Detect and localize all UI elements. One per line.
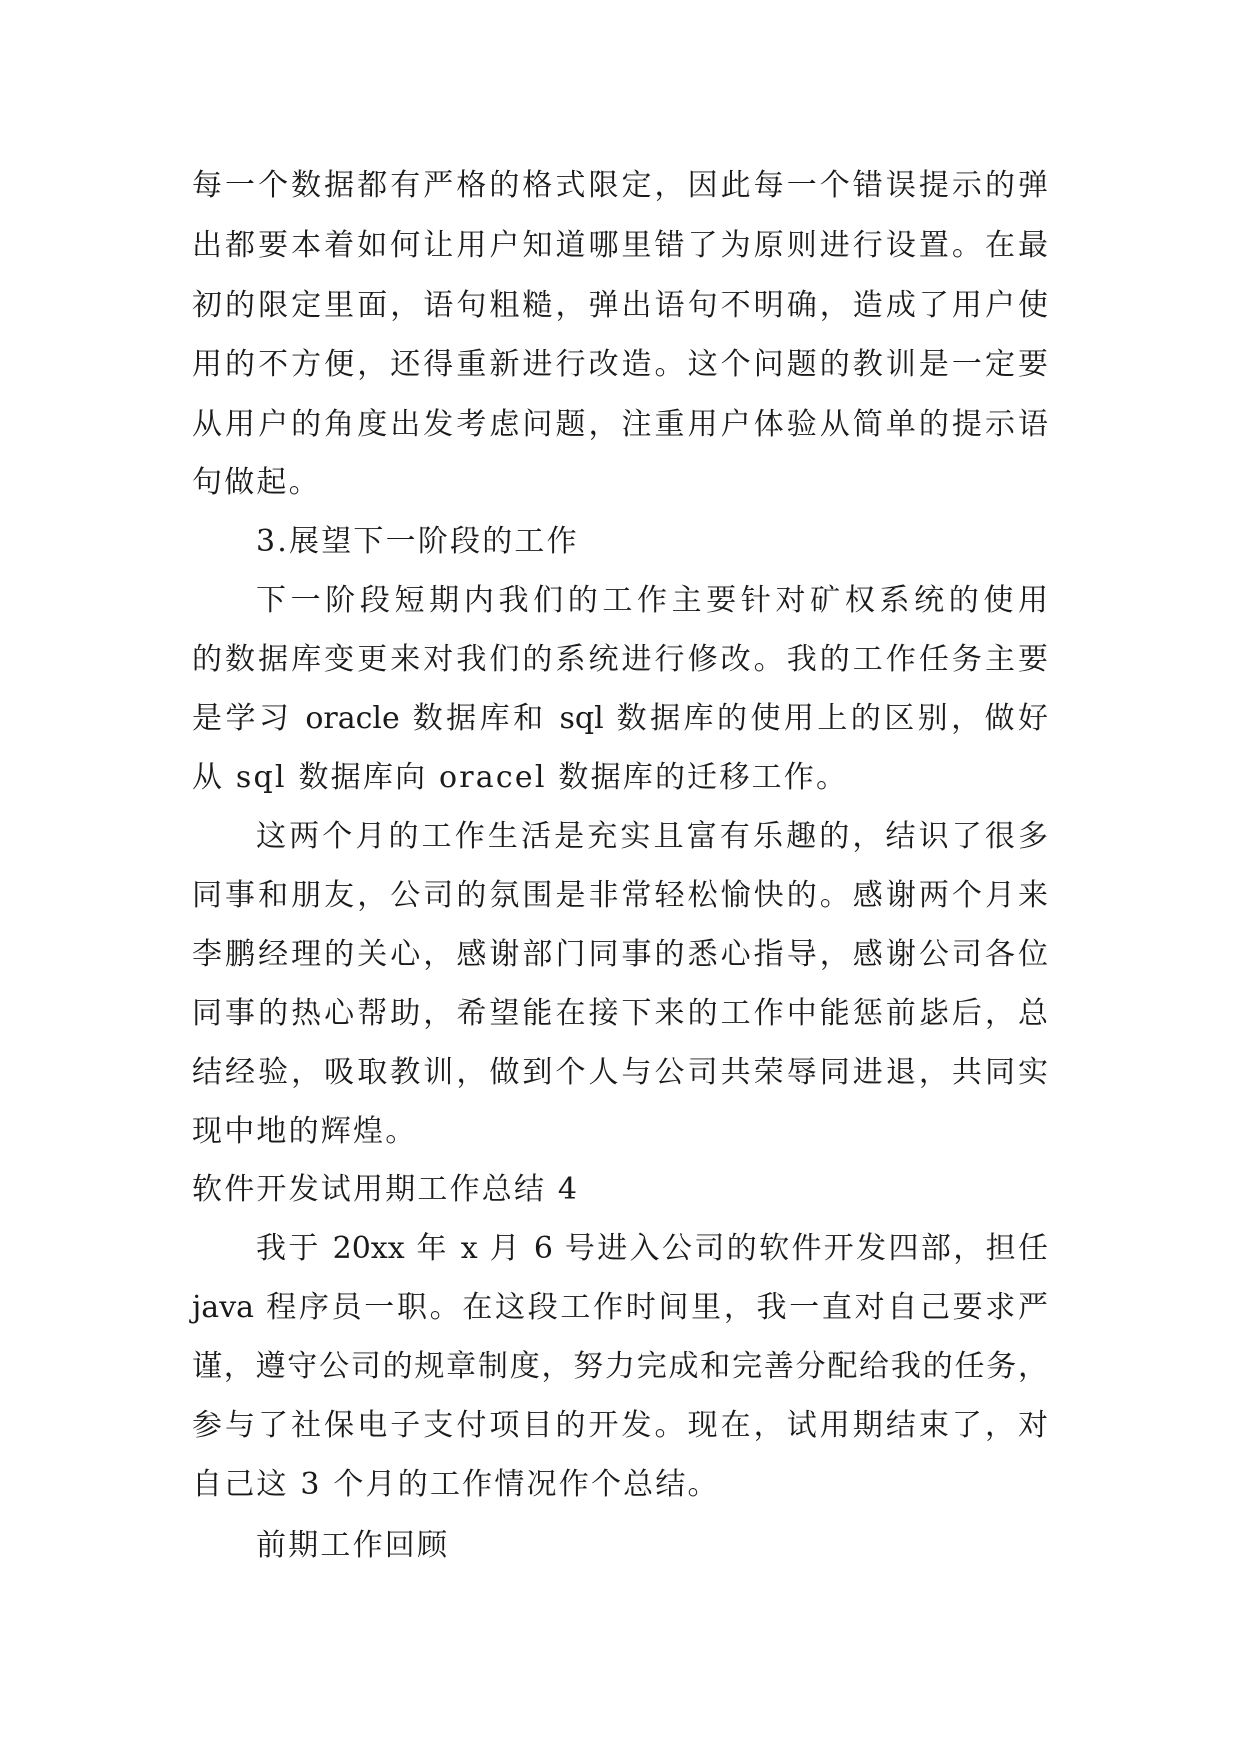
paragraph-line: 现中地的辉煌。 xyxy=(192,1114,418,1149)
paragraph-line: 用的不方便，还得重新进行改造。这个问题的教训是一定要 xyxy=(192,347,1048,382)
paragraph-line: 是学习 oracle 数据库和 sql 数据库的使用上的区别，做好 xyxy=(192,701,1048,736)
paragraph-line: 句做起。 xyxy=(192,465,321,500)
paragraph-line: 初的限定里面，语句粗糙，弹出语句不明确，造成了用户使 xyxy=(192,288,1048,323)
paragraph-line: 出都要本着如何让用户知道哪里错了为原则进行设置。在最 xyxy=(192,228,1048,263)
paragraph-line: 我于 20xx 年 x 月 6 号进入公司的软件开发四部，担任 xyxy=(256,1231,1048,1266)
paragraph-line: 结经验，吸取教训，做到个人与公司共荣辱同进退，共同实 xyxy=(192,1055,1048,1090)
paragraph-line: 这两个月的工作生活是充实且富有乐趣的，结识了很多 xyxy=(256,819,1048,854)
paragraph-line: 同事和朋友，公司的氛围是非常轻松愉快的。感谢两个月来 xyxy=(192,878,1048,913)
paragraph-line: 谨，遵守公司的规章制度，努力完成和完善分配给我的任务， xyxy=(192,1349,1048,1384)
paragraph-line: 自己这 3 个月的工作情况作个总结。 xyxy=(192,1467,720,1502)
paragraph-line: java 程序员一职。在这段工作时间里，我一直对自己要求严 xyxy=(192,1290,1048,1325)
paragraph-line: 参与了社保电子支付项目的开发。现在，试用期结束了，对 xyxy=(192,1408,1048,1443)
subheading: 前期工作回顾 xyxy=(256,1528,450,1563)
paragraph-line: 的数据库变更来对我们的系统进行修改。我的工作任务主要 xyxy=(192,642,1048,677)
paragraph-line: 李鹏经理的关心，感谢部门同事的悉心指导，感谢公司各位 xyxy=(192,937,1048,972)
section-title: 软件开发试用期工作总结 4 xyxy=(192,1172,580,1207)
paragraph-line: 下一阶段短期内我们的工作主要针对矿权系统的使用 xyxy=(256,583,1048,618)
paragraph-line: 从用户的角度出发考虑问题，注重用户体验从简单的提示语 xyxy=(192,407,1048,442)
paragraph-line: 每一个数据都有严格的格式限定，因此每一个错误提示的弹 xyxy=(192,168,1048,203)
paragraph-line: 同事的热心帮助，希望能在接下来的工作中能惩前毖后，总 xyxy=(192,996,1048,1031)
section-heading: 3.展望下一阶段的工作 xyxy=(256,524,579,559)
paragraph-line: 从 sql 数据库向 oracel 数据库的迁移工作。 xyxy=(192,760,849,795)
